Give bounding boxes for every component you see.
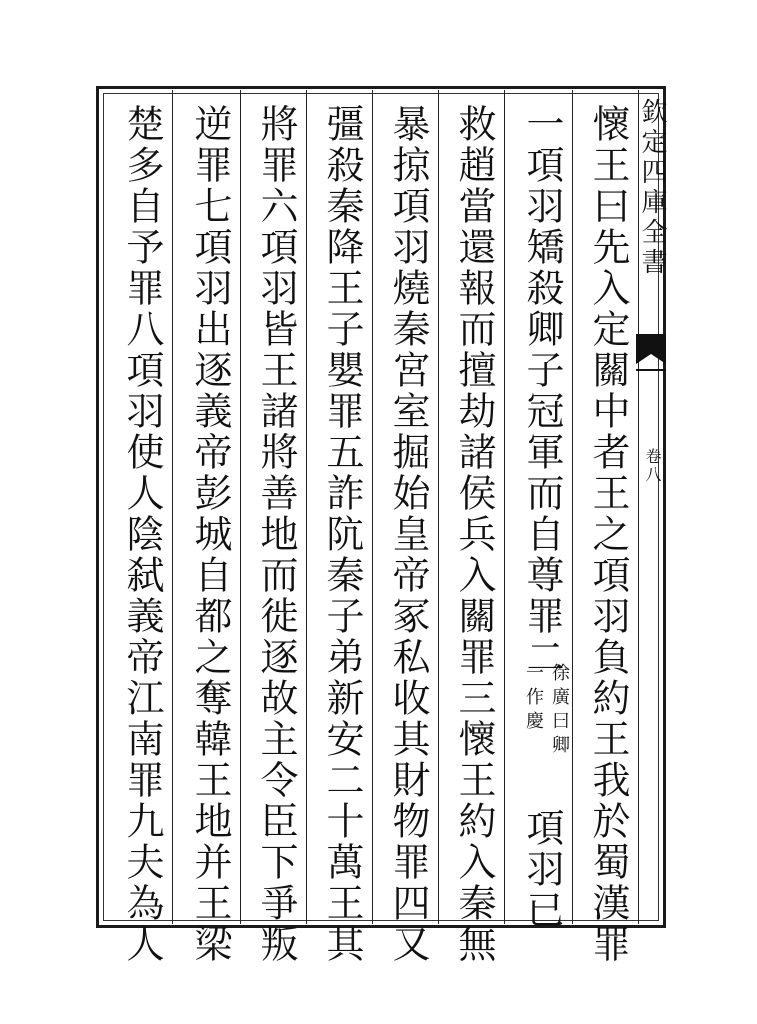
column-rule	[306, 90, 307, 924]
chapter-label: 卷八	[643, 448, 662, 484]
text-column-2-tail: 項羽已	[520, 808, 564, 931]
fishtail-mark-icon	[636, 334, 666, 372]
text-column-5: 彊殺秦降王子嬰罪五詐阬秦子弟新安二十萬王其	[320, 104, 364, 965]
book-title: 欽定四庫全書	[637, 98, 667, 278]
text-column-1: 懷王曰先入定關中者王之項羽負約王我於蜀漢罪	[586, 104, 630, 965]
column-rule	[240, 90, 241, 924]
column-rule	[572, 90, 573, 924]
text-column-6: 將罪六項羽皆王諸將善地而徙逐故主令臣下爭叛	[254, 104, 298, 965]
column-rule	[172, 90, 173, 924]
text-column-3: 救趙當還報而擅劫諸侯兵入關罪三懷王約入秦無	[452, 104, 496, 965]
annotation-line-left: 一作慶	[523, 663, 544, 735]
column-rule	[372, 90, 373, 924]
column-rule	[438, 90, 439, 924]
text-column-8: 楚多自予罪八項羽使人陰弑義帝江南罪九夫為人	[120, 104, 164, 965]
text-column-2: 一項羽矯殺卿子冠軍而自尊罪二	[520, 104, 564, 678]
text-column-4: 暴掠項羽燒秦宮室掘始皇帝冢私收其財物罪四又	[386, 104, 430, 965]
annotation-line-right: 徐廣曰卿	[549, 663, 570, 759]
column-rule	[504, 90, 505, 924]
text-column-7: 逆罪七項羽出逐義帝彭城自都之奪韓王地并王梁	[188, 104, 232, 965]
